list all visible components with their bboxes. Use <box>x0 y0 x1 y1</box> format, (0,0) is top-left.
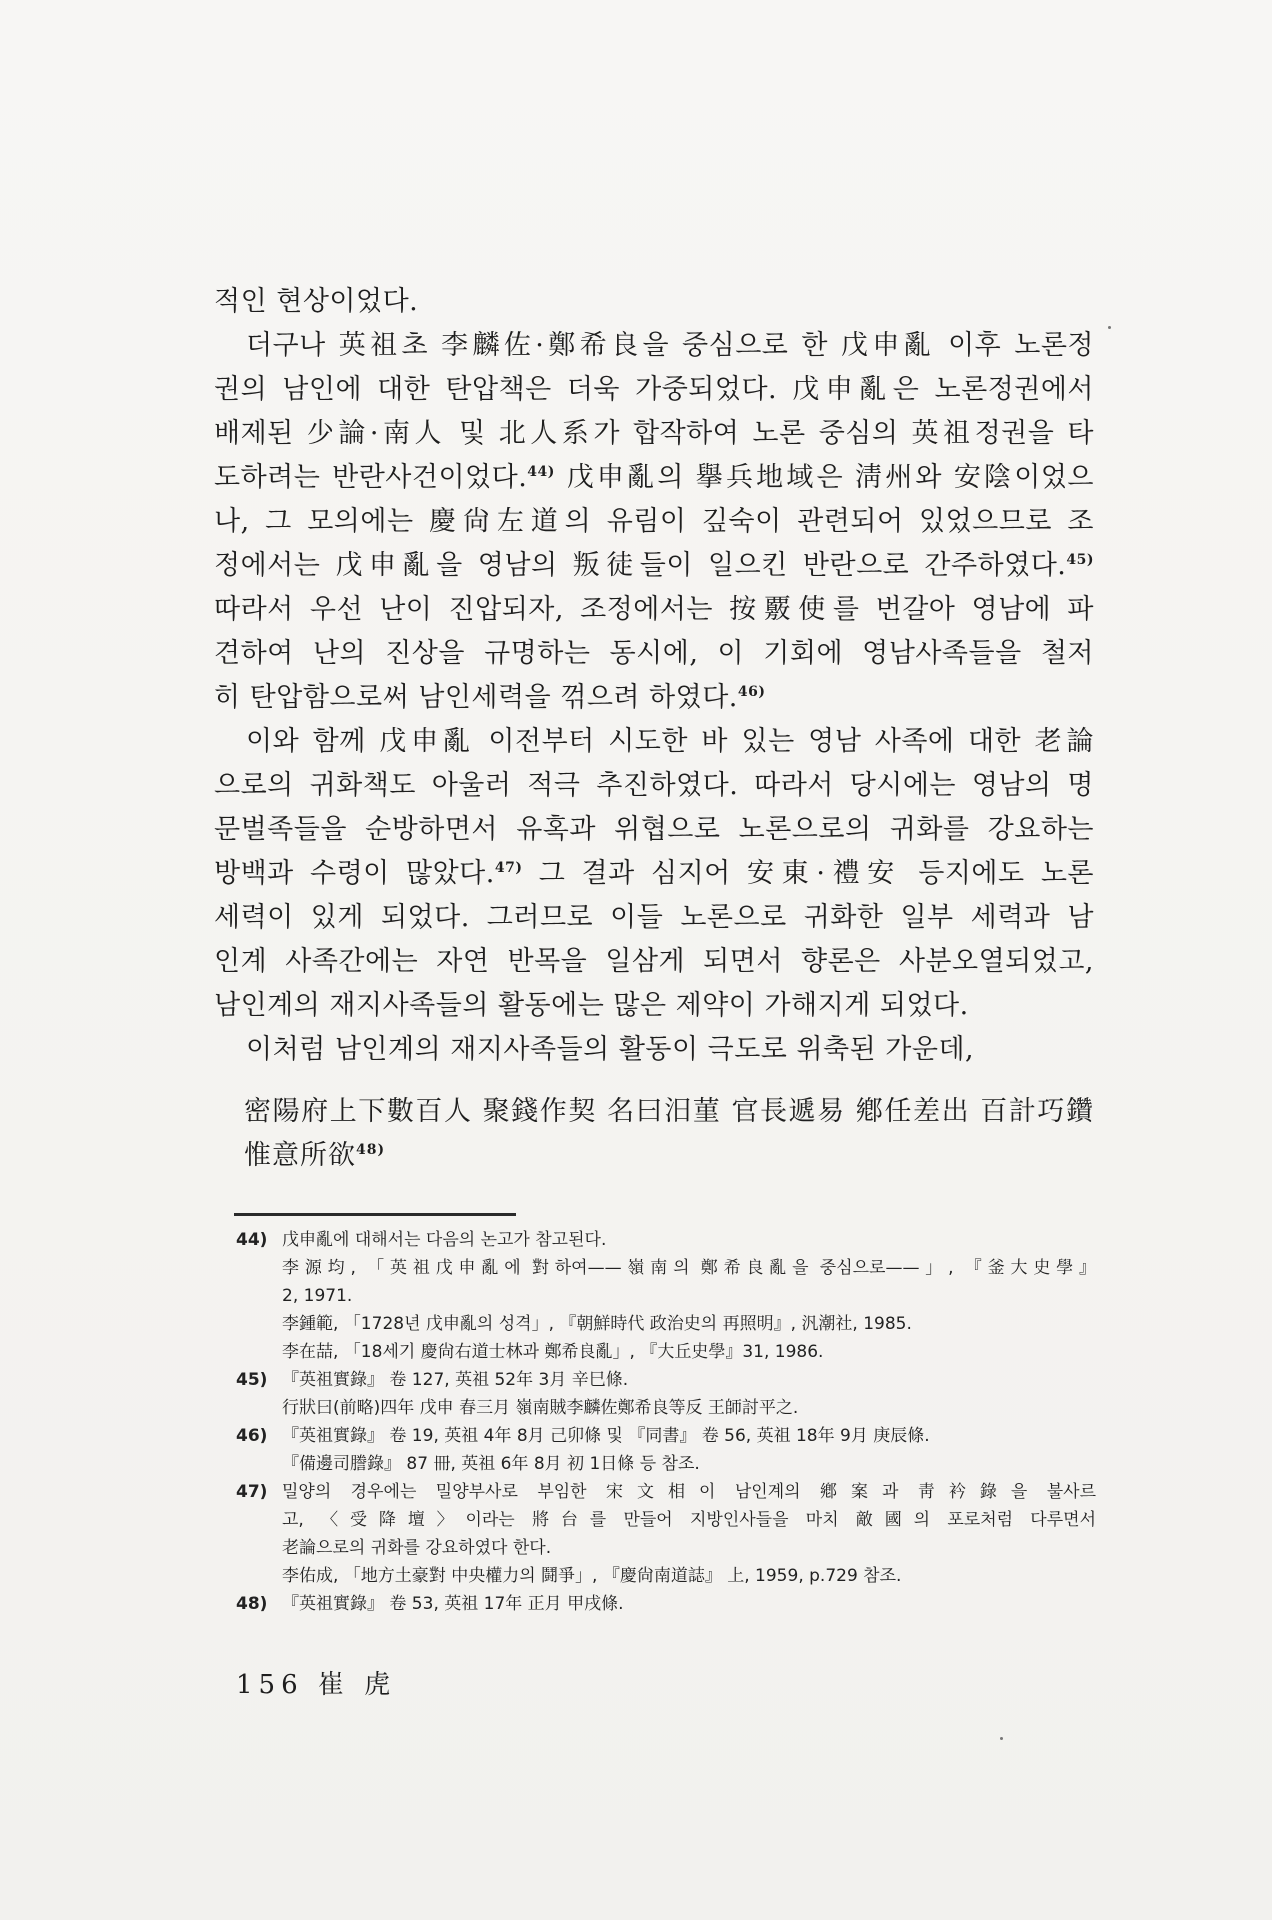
text-line: 인계 사족간에는 자연 반목을 일삼게 되면서 향론은 사분오열되었고, <box>214 946 1094 977</box>
footnote-line: 李源均, 「英祖戊申亂에 對하여——嶺南의 鄭希良亂을 중심으로——」, 『釜大史學』 <box>282 1258 1096 1278</box>
footnote-divider <box>234 1213 516 1216</box>
footnote-number: 46) <box>236 1426 268 1446</box>
footnote-number: 47) <box>236 1482 268 1502</box>
footnote-48 <box>236 1590 1096 1618</box>
running-author: 崔 虎 <box>317 1670 397 1700</box>
text-line: 적인 현상이었다. <box>214 286 419 317</box>
footnote-ref: 48) <box>356 1142 386 1158</box>
footnote-line: 2, 1971. <box>282 1286 353 1306</box>
footnote-45 <box>236 1366 1096 1422</box>
footnote-body <box>282 1422 1096 1478</box>
text-line: 권의 남인에 대한 탄압책은 더욱 가중되었다. 戊申亂은 노론정권에서 <box>214 374 1094 405</box>
text-line: 견하여 난의 진상을 규명하는 동시에, 이 기회에 영남사족들을 철저 <box>214 638 1094 669</box>
text-line: 더구나 英祖초 李麟佐·鄭希良을 중심으로 한 戊申亂 이후 노론정 <box>246 330 1094 361</box>
text-line: 이와 함께 戊申亂 이전부터 시도한 바 있는 영남 사족에 대한 老論 <box>246 726 1094 757</box>
text-line: 문벌족들을 순방하면서 유혹과 위협으로 노론으로의 귀화를 강요하는 <box>214 814 1094 845</box>
page-footer <box>236 1664 396 1701</box>
footnote-number: 44) <box>236 1230 268 1250</box>
footnote-line: 밀양의 경우에는 밀양부사로 부임한 宋文相이 남인계의 鄕案과 靑衿錄을 불사르 <box>282 1482 1096 1502</box>
footnote-line: 고, 〈受降壇〉이라는 將台를 만들어 지방인사들을 마치 敵國의 포로처럼 다루면서 <box>282 1510 1096 1530</box>
text-line: 따라서 우선 난이 진압되자, 조정에서는 按覈使를 번갈아 영남에 파 <box>214 594 1094 625</box>
footnote-line: 李佑成, 「地方土豪對 中央權力의 鬪爭」, 『慶尙南道誌』 上, 1959, p.729 참조. <box>282 1566 902 1586</box>
footnote-line: 李鍾範, 「1728년 戊申亂의 성격」, 『朝鮮時代 政治史의 再照明』, 汎潮社, 1985. <box>282 1314 912 1334</box>
text-line: 도하려는 반란사건이었다.$^{44)}$ 戊申亂의 擧兵地域은 淸州와 安陰이었으 <box>214 462 1094 493</box>
footnote-line: 『英祖實錄』 卷 19, 英祖 4年 8月 己卯條 및 『同書』 卷 56, 英祖 18年 9月 庚辰條. <box>282 1426 930 1446</box>
footnotes <box>236 1226 1096 1618</box>
footnote-ref: 44) <box>527 464 555 480</box>
footnote-body <box>282 1590 1096 1618</box>
footnote-ref: 45) <box>1066 552 1094 568</box>
text-line: 배제된 少論·南人 및 北人系가 합작하여 노론 중심의 英祖정권을 타 <box>214 418 1094 449</box>
footnote-ref: 47) <box>494 860 523 876</box>
footnote-line: 李在喆, 「18세기 慶尙右道士林과 鄭希良亂」, 『大丘史學』31, 1986. <box>282 1342 824 1362</box>
text-line: 방백과 수령이 많았다.$^{47)}$ 그 결과 심지어 安東·禮安 등지에도 노론 <box>214 858 1094 889</box>
footnote-number: 48) <box>236 1594 268 1614</box>
footnote-line: 戊申亂에 대해서는 다음의 논고가 참고된다. <box>282 1230 607 1250</box>
footnote-47 <box>236 1478 1096 1590</box>
footnote-line: 行狀曰(前略)四年 戊申 春三月 嶺南賊李麟佐鄭希良等反 王師討平之. <box>282 1398 799 1418</box>
footnote-body <box>282 1478 1096 1590</box>
footnote-body <box>282 1366 1096 1422</box>
footnote-ref: 46) <box>737 684 766 700</box>
footnote-46 <box>236 1422 1096 1478</box>
block-quote <box>244 1090 1094 1178</box>
footnote-line: 老論으로의 귀화를 강요하였다 한다. <box>282 1538 552 1558</box>
text-line: 정에서는 戊申亂을 영남의 叛徒들이 일으킨 반란으로 간주하였다.$^{45)}$ <box>214 550 1094 581</box>
footnote-line: 『備邊司謄錄』 87 冊, 英祖 6年 8月 初 1日條 등 참조. <box>282 1454 700 1474</box>
text-line: 으로의 귀화책도 아울러 적극 추진하였다. 따라서 당시에는 영남의 명 <box>214 770 1094 801</box>
footnote-number: 45) <box>236 1370 268 1390</box>
text-line: 이처럼 남인계의 재지사족들의 활동이 극도로 위축된 가운데, <box>246 1034 975 1065</box>
main-text <box>214 280 1094 1072</box>
text-line: 히 탄압함으로써 남인세력을 꺾으려 하였다.$^{46)}$ <box>214 682 766 713</box>
quote-line: 惟意所欲$^{48)}$ <box>244 1140 386 1171</box>
footnote-line: 『英祖實錄』 卷 53, 英祖 17年 正月 甲戌條. <box>282 1594 624 1614</box>
page-number: 156 <box>236 1670 304 1700</box>
footnote-body <box>282 1226 1096 1366</box>
footnote-line: 『英祖實錄』 卷 127, 英祖 52年 3月 辛巳條. <box>282 1370 629 1390</box>
quote-line: 密陽府上下數百人 聚錢作契 名曰汨菫 官長遞易 鄕任差出 百計巧鑽 <box>244 1096 1094 1127</box>
scan-speck <box>1108 326 1111 329</box>
footnote-44 <box>236 1226 1096 1366</box>
scan-speck <box>1000 1737 1003 1740</box>
text-line: 나, 그 모의에는 慶尙左道의 유림이 깊숙이 관련되어 있었으므로 조 <box>214 506 1094 537</box>
text-line: 세력이 있게 되었다. 그러므로 이들 노론으로 귀화한 일부 세력과 남 <box>214 902 1094 933</box>
text-line: 남인계의 재지사족들의 활동에는 많은 제약이 가해지게 되었다. <box>214 990 969 1021</box>
